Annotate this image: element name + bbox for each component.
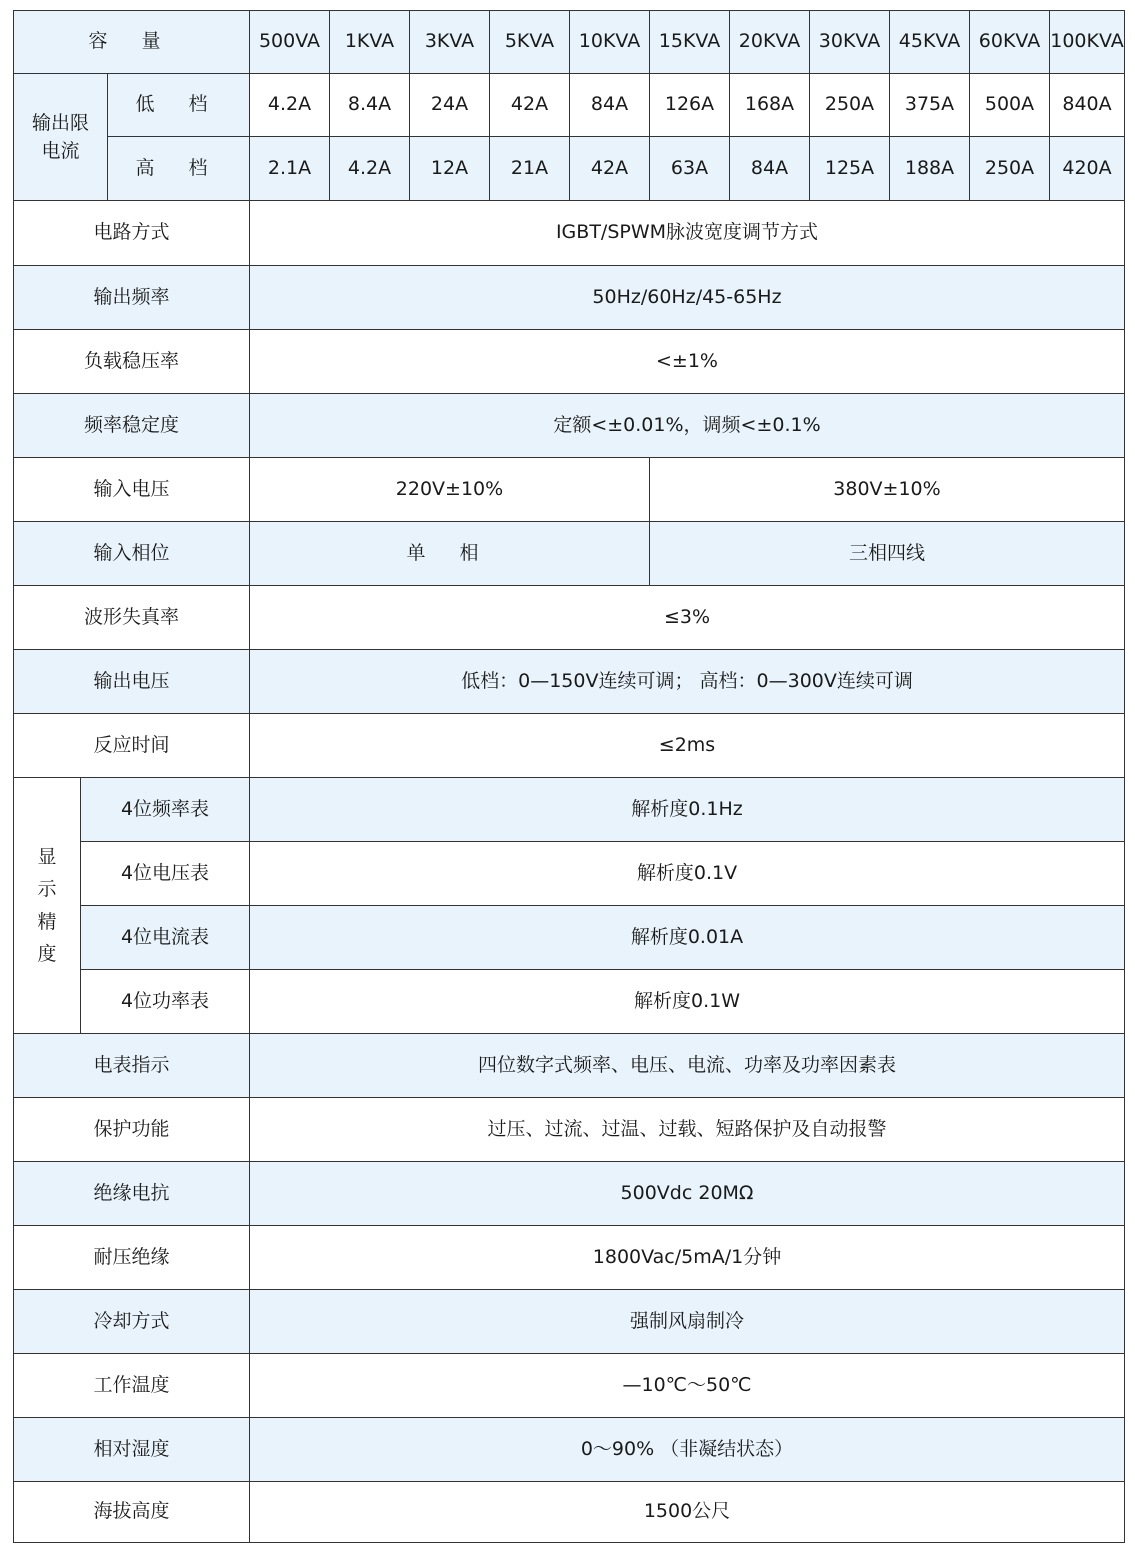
- load-reg-value: <±1%: [250, 330, 1125, 394]
- capacity-cell: 1KVA: [330, 11, 410, 74]
- low-current-cell: 24A: [410, 74, 490, 137]
- freq-stab-row: [14, 394, 1125, 458]
- display-curr-row: [14, 906, 1125, 970]
- low-current-cell: 168A: [730, 74, 810, 137]
- thd-label: 波形失真率: [14, 586, 250, 650]
- capacity-row: [14, 11, 1125, 74]
- capacity-cell: 20KVA: [730, 11, 810, 74]
- in-volt-row: [14, 458, 1125, 522]
- meter-value: 四位数字式频率、电压、电流、功率及功率因素表: [250, 1034, 1125, 1098]
- capacity-cell: 60KVA: [970, 11, 1050, 74]
- out-freq-value: 50Hz/60Hz/45-65Hz: [250, 266, 1125, 330]
- in-volt-label: 输入电压: [14, 458, 250, 522]
- display-volt-row: [14, 842, 1125, 906]
- low-current-cell: 126A: [650, 74, 730, 137]
- power-meter-label: 4位功率表: [81, 970, 250, 1034]
- cooling-row: [14, 1290, 1125, 1354]
- low-current-cell: 840A: [1050, 74, 1125, 137]
- work-temp-value: —10℃～50℃: [250, 1354, 1125, 1418]
- circuit-row: [14, 201, 1125, 266]
- current-limit-text: 输出限电流: [31, 111, 89, 162]
- capacity-cell: 30KVA: [810, 11, 890, 74]
- response-label: 反应时间: [14, 714, 250, 778]
- thd-value: ≤3%: [250, 586, 1125, 650]
- low-current-cell: 84A: [570, 74, 650, 137]
- freq-meter-label: 4位频率表: [81, 778, 250, 842]
- low-current-cell: 375A: [890, 74, 970, 137]
- altitude-value: 1500公尺: [250, 1482, 1125, 1543]
- high-current-cell: 125A: [810, 137, 890, 201]
- capacity-cell: 100KVA: [1050, 11, 1125, 74]
- in-volt-three: 380V±10%: [650, 458, 1125, 522]
- withstand-value: 1800Vac/5mA/1分钟: [250, 1226, 1125, 1290]
- cooling-value: 强制风扇制冷: [250, 1290, 1125, 1354]
- cooling-label: 冷却方式: [14, 1290, 250, 1354]
- humidity-row: [14, 1418, 1125, 1482]
- high-current-cell: 2.1A: [250, 137, 330, 201]
- humidity-label: 相对湿度: [14, 1418, 250, 1482]
- in-phase-single: 单 相: [250, 522, 650, 586]
- high-current-cell: 84A: [730, 137, 810, 201]
- in-volt-single: 220V±10%: [250, 458, 650, 522]
- freq-stab-value: 定额<±0.01%，调频<±0.1%: [250, 394, 1125, 458]
- in-phase-row: [14, 522, 1125, 586]
- work-temp-label: 工作温度: [14, 1354, 250, 1418]
- spec-table: [13, 10, 1125, 1543]
- current-low-row: [14, 74, 1125, 137]
- current-limit-label: [14, 74, 108, 201]
- humidity-value: 0～90% （非凝结状态）: [250, 1418, 1125, 1482]
- out-volt-row: [14, 650, 1125, 714]
- low-current-cell: 500A: [970, 74, 1050, 137]
- high-current-cell: 12A: [410, 137, 490, 201]
- out-volt-label: 输出电压: [14, 650, 250, 714]
- freq-meter-value: 解析度0.1Hz: [250, 778, 1125, 842]
- altitude-label: 海拔高度: [14, 1482, 250, 1543]
- capacity-cell: 10KVA: [570, 11, 650, 74]
- load-reg-row: [14, 330, 1125, 394]
- withstand-row: [14, 1226, 1125, 1290]
- out-freq-row: [14, 266, 1125, 330]
- display-power-row: [14, 970, 1125, 1034]
- response-value: ≤2ms: [250, 714, 1125, 778]
- high-current-cell: 420A: [1050, 137, 1125, 201]
- low-current-cell: 250A: [810, 74, 890, 137]
- insul-res-row: [14, 1162, 1125, 1226]
- high-gear-label: 高 档: [108, 137, 250, 201]
- insul-res-value: 500Vdc 20MΩ: [250, 1162, 1125, 1226]
- withstand-label: 耐压绝缘: [14, 1226, 250, 1290]
- display-freq-row: [14, 778, 1125, 842]
- high-current-cell: 63A: [650, 137, 730, 201]
- low-current-cell: 4.2A: [250, 74, 330, 137]
- high-current-cell: 42A: [570, 137, 650, 201]
- load-reg-label: 负载稳压率: [14, 330, 250, 394]
- in-phase-label: 输入相位: [14, 522, 250, 586]
- circuit-label: 电路方式: [14, 201, 250, 266]
- low-current-cell: 8.4A: [330, 74, 410, 137]
- curr-meter-value: 解析度0.01A: [250, 906, 1125, 970]
- protect-label: 保护功能: [14, 1098, 250, 1162]
- insul-res-label: 绝缘电抗: [14, 1162, 250, 1226]
- display-precision-label: [14, 778, 81, 1034]
- high-current-cell: 21A: [490, 137, 570, 201]
- capacity-cell: 5KVA: [490, 11, 570, 74]
- response-row: [14, 714, 1125, 778]
- altitude-row: [14, 1482, 1125, 1543]
- high-current-cell: 188A: [890, 137, 970, 201]
- high-current-cell: 4.2A: [330, 137, 410, 201]
- volt-meter-label: 4位电压表: [81, 842, 250, 906]
- capacity-label: 容 量: [14, 11, 250, 74]
- meter-row: [14, 1034, 1125, 1098]
- display-precision-text: 显示精度: [37, 845, 57, 965]
- low-current-cell: 42A: [490, 74, 570, 137]
- protect-value: 过压、过流、过温、过载、短路保护及自动报警: [250, 1098, 1125, 1162]
- capacity-cell: 15KVA: [650, 11, 730, 74]
- protect-row: [14, 1098, 1125, 1162]
- power-meter-value: 解析度0.1W: [250, 970, 1125, 1034]
- capacity-cell: 500VA: [250, 11, 330, 74]
- work-temp-row: [14, 1354, 1125, 1418]
- in-phase-three: 三相四线: [650, 522, 1125, 586]
- freq-stab-label: 频率稳定度: [14, 394, 250, 458]
- capacity-cell: 3KVA: [410, 11, 490, 74]
- volt-meter-value: 解析度0.1V: [250, 842, 1125, 906]
- capacity-cell: 45KVA: [890, 11, 970, 74]
- out-volt-value: 低档：0—150V连续可调； 高档：0—300V连续可调: [250, 650, 1125, 714]
- out-freq-label: 输出频率: [14, 266, 250, 330]
- current-high-row: [14, 137, 1125, 201]
- thd-row: [14, 586, 1125, 650]
- high-current-cell: 250A: [970, 137, 1050, 201]
- circuit-value: IGBT/SPWM脉波宽度调节方式: [250, 201, 1125, 266]
- low-gear-label: 低 档: [108, 74, 250, 137]
- curr-meter-label: 4位电流表: [81, 906, 250, 970]
- meter-label: 电表指示: [14, 1034, 250, 1098]
